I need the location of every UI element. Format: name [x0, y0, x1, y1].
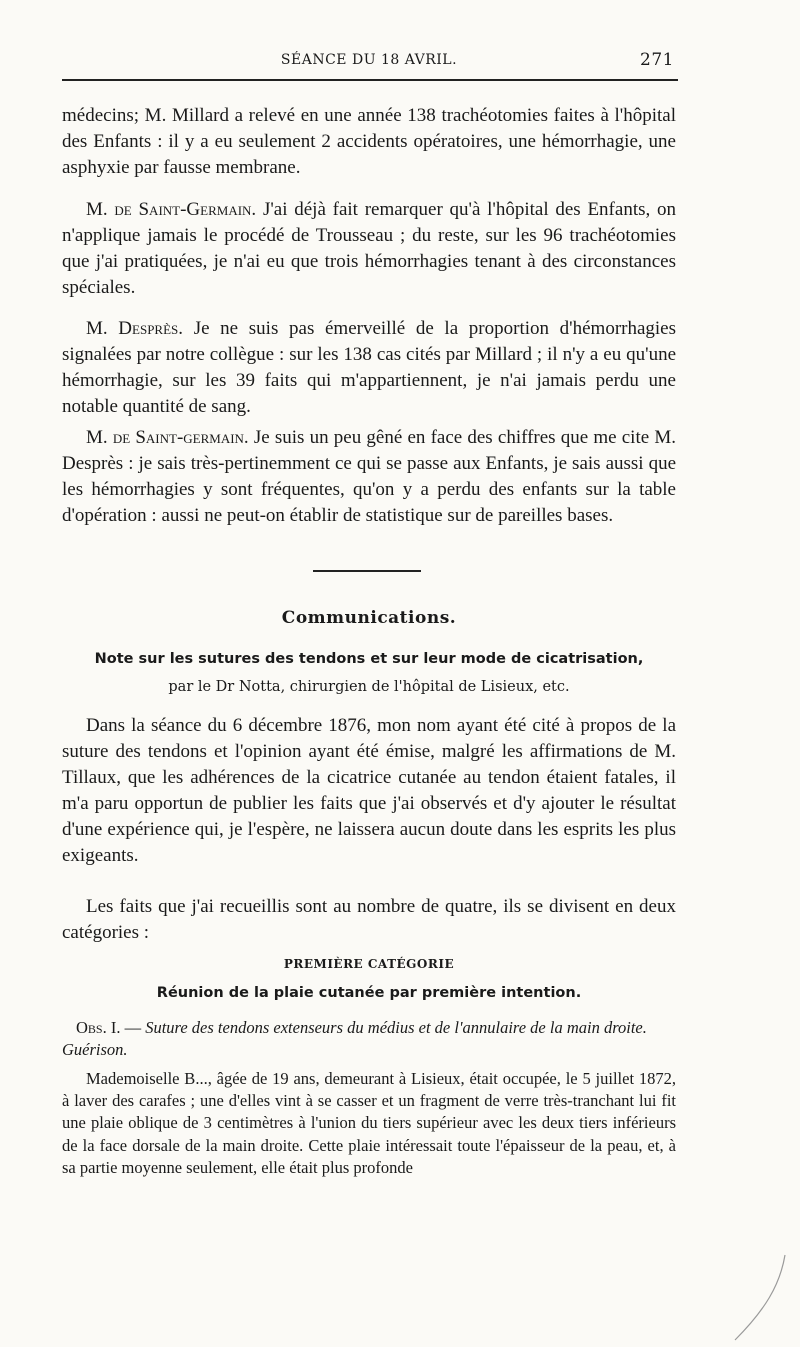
body-paragraph-2: Les faits que j'ai recueillis sont au nombre de quatre, ils se divisent en deux catégories :	[62, 896, 676, 943]
category-label: PREMIÈRE CATÉGORIE	[283, 957, 455, 971]
opening-paragraph	[62, 103, 676, 181]
category-title: Réunion de la plaie cutanée par première intention.	[156, 985, 582, 1001]
running-title: SÉANCE DU 18 AVRIL.	[280, 52, 458, 68]
observation-heading	[62, 1017, 676, 1061]
note-title: Note sur les sutures des tendons et sur leur mode de cicatrisation,	[94, 651, 644, 667]
header-rule	[62, 79, 678, 81]
speech-despres	[62, 316, 676, 420]
section-title: Communications.	[281, 608, 457, 628]
speech-saint-germain-2	[62, 425, 676, 529]
speaker-name: M. Desprès.	[86, 318, 184, 339]
section-separator	[313, 570, 421, 572]
speaker-name: M. de Saint-Germain.	[86, 199, 257, 220]
speaker-name: M. de Saint-germain.	[86, 427, 249, 448]
observation-title: Suture des tendons extenseurs du médius et de l'annulaire de la main droite. Guérison.	[62, 1018, 647, 1059]
paragraph-medecins: médecins; M. Millard a relevé en une année 138 trachéotomies faites à l'hôpital des Enfants : il y a eu seulement 2 accidents opératoires, une hémorrhagie, une asphyxie par fausse membrane.	[62, 105, 676, 178]
margin-pencil-mark	[730, 1250, 790, 1345]
body-paragraph-1: Dans la séance du 6 décembre 1876, mon nom ayant été cité à propos de la suture des tendons et l'opinion ayant été émise, malgré les affirmations de M. Tillaux, que les adhérences de la cicatrice cutanée au tendon étaient fatales, il m'a paru opportun de publier les faits que j'ai observés et d'y ajouter le résultat d'une expérience qui, je l'espère, ne laissera aucun doute dans les esprits les plus exigeants.	[62, 715, 676, 866]
speech-text: J'ai déjà fait remarquer qu'à l'hôpital des Enfants, on n'applique jamais le procédé de Trousseau ; du reste, sur les 96 trachéotomies que j'ai pratiquées, je n'ai eu que trois hémorrhagies tenant à des circonstances spéciales.	[62, 199, 676, 298]
page-number: 271	[640, 50, 674, 70]
speech-text: Je suis un peu gêné en face des chiffres que me cite M. Desprès : je sais très-pertinemment ce qui se passe aux Enfants, je sais aussi que les hémorrhagies y sont fréquentes, qu'on y a perdu des enfants sur la table d'opération : aussi ne peut-on établir de statistique sur de pareilles bases.	[62, 427, 676, 526]
observation-text: Mademoiselle B..., âgée de 19 ans, demeurant à Lisieux, était occupée, le 5 juillet 1872, à laver des carafes ; une d'elles vint à se casser et un fragment de verre très-tranchant lui fit une plaie oblique de 3 centimètres à l'union du tiers supérieur avec les deux tiers inférieurs de la face dorsale de la main droite. Cette plaie intéressait toute l'épaisseur de la peau, et, à sa partie moyenne seulement, elle était plus profonde	[62, 1069, 676, 1177]
speech-text: Je ne suis pas émerveillé de la proportion d'hémorrhagies signalées par notre collègue : sur les 138 cas cités par Millard ; il n'y a eu qu'une hémorrhagie, sur les 39 faits qui m'appartiennent, je n'ai jamais perdu une notable quantité de sang.	[62, 318, 677, 417]
page-header	[62, 50, 676, 76]
note-author: par le Dr Notta, chirurgien de l'hôpital de Lisieux, etc.	[168, 679, 570, 695]
speech-saint-germain-1	[62, 197, 676, 301]
observation-label: Obs. I. —	[76, 1018, 142, 1037]
